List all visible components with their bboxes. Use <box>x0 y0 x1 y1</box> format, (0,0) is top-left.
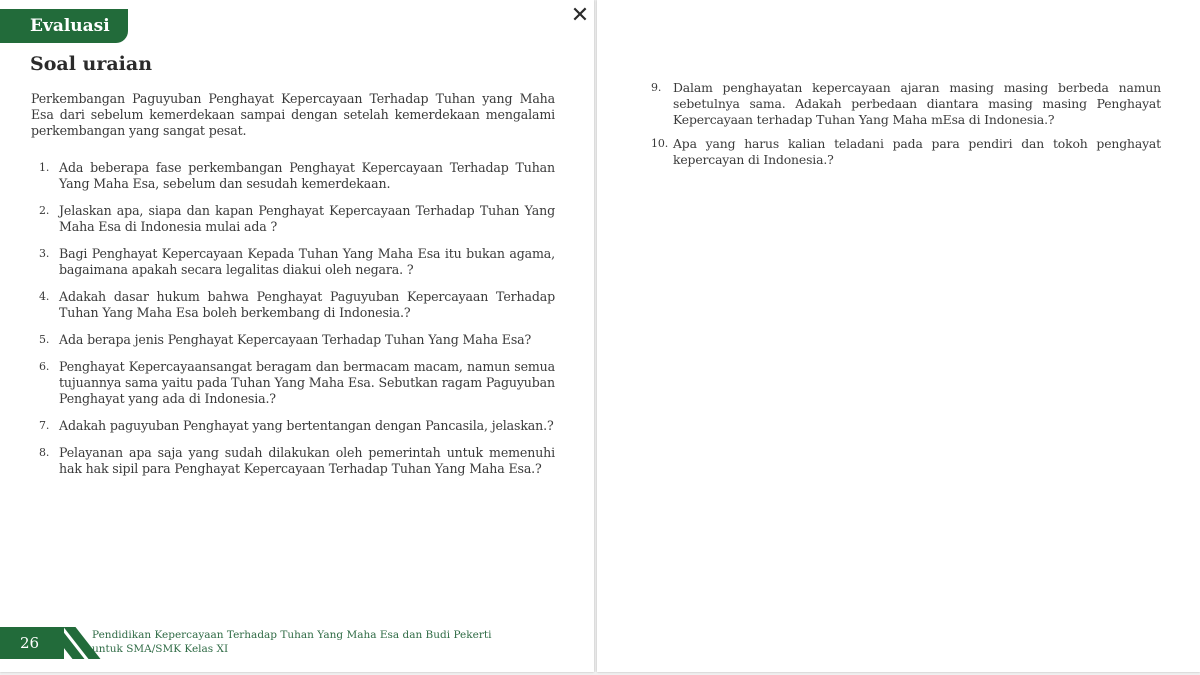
question-text: Adakah paguyuban Penghayat yang bertentangan dengan Pancasila, jelaskan.? <box>59 418 554 433</box>
question-text: Bagi Penghayat Kepercayaan Kepada Tuhan Yang Maha Esa itu bukan agama, bagaimana apakah secara legalitas diakui oleh negara. ? <box>59 246 555 277</box>
question-text: Pelayanan apa saja yang sudah dilakukan oleh pemerintah untuk memenuhi hak hak sipil para Penghayat Kepercayaan Terhadap Tuhan Yang Maha Esa.? <box>59 445 555 476</box>
question-item <box>651 80 1161 128</box>
footer-book-title <box>92 628 552 656</box>
evaluasi-tab: Evaluasi <box>0 9 128 43</box>
question-list-left <box>31 160 555 488</box>
question-number: 3. <box>39 247 50 260</box>
question-number: 2. <box>39 204 50 217</box>
question-number: 9. <box>651 81 662 94</box>
question-item <box>31 160 555 192</box>
question-text: Ada berapa jenis Penghayat Kepercayaan Terhadap Tuhan Yang Maha Esa? <box>59 332 532 347</box>
question-item <box>31 332 555 348</box>
question-item <box>31 445 555 477</box>
footer-line-1: Pendidikan Kepercayaan Terhadap Tuhan Yang Maha Esa dan Budi Pekerti <box>92 629 492 641</box>
question-number: 1. <box>39 161 50 174</box>
question-text: Adakah dasar hukum bahwa Penghayat Paguyuban Kepercayaan Terhadap Tuhan Yang Maha Esa boleh berkembang di Indonesia.? <box>59 289 555 320</box>
question-text: Ada beberapa fase perkembangan Penghayat Kepercayaan Terhadap Tuhan Yang Maha Esa, sebelum dan sesudah kemerdekaan. <box>59 160 555 191</box>
question-item <box>31 418 555 434</box>
section-title: Soal uraian <box>30 53 153 75</box>
question-item <box>31 359 555 407</box>
intro-paragraph: Perkembangan Paguyuban Penghayat Kepercayaan Terhadap Tuhan yang Maha Esa dari sebelum kemerdekaan sampai dengan setelah kemerdekaan mengalami perkembangan yang sangat pesat. <box>31 91 555 138</box>
close-icon[interactable]: ✕ <box>570 3 590 28</box>
question-text: Dalam penghayatan kepercayaan ajaran masing masing berbeda namun sebetulnya sama. Adakah perbedaan diantara masing masing Penghayat Kepercayaan terhadap Tuhan Yang Maha mEsa di Indonesia.? <box>673 80 1161 127</box>
left-page <box>0 0 594 672</box>
question-item <box>31 289 555 321</box>
question-number: 5. <box>39 333 50 346</box>
footer-line-2: untuk SMA/SMK Kelas XI <box>92 643 229 655</box>
question-text: Apa yang harus kalian teladani pada para pendiri dan tokoh penghayat kepercayan di Indonesia.? <box>673 136 1161 167</box>
question-number: 6. <box>39 360 50 373</box>
question-text: Penghayat Kepercayaansangat beragam dan bermacam macam, namun semua tujuannya sama yaitu pada Tuhan Yang Maha Esa. Sebutkan ragam Paguyuban Penghayat yang ada di Indonesia.? <box>59 359 555 406</box>
question-number: 8. <box>39 446 50 459</box>
page-number: 26 <box>0 627 64 659</box>
question-item <box>31 246 555 278</box>
question-item <box>651 136 1161 168</box>
question-number: 10. <box>651 137 669 150</box>
question-item <box>31 203 555 235</box>
question-number: 4. <box>39 290 50 303</box>
question-list-right <box>651 80 1161 176</box>
question-text: Jelaskan apa, siapa dan kapan Penghayat Kepercayaan Terhadap Tuhan Yang Maha Esa di Indonesia mulai ada ? <box>59 203 555 234</box>
right-page <box>597 0 1200 672</box>
question-number: 7. <box>39 419 50 432</box>
